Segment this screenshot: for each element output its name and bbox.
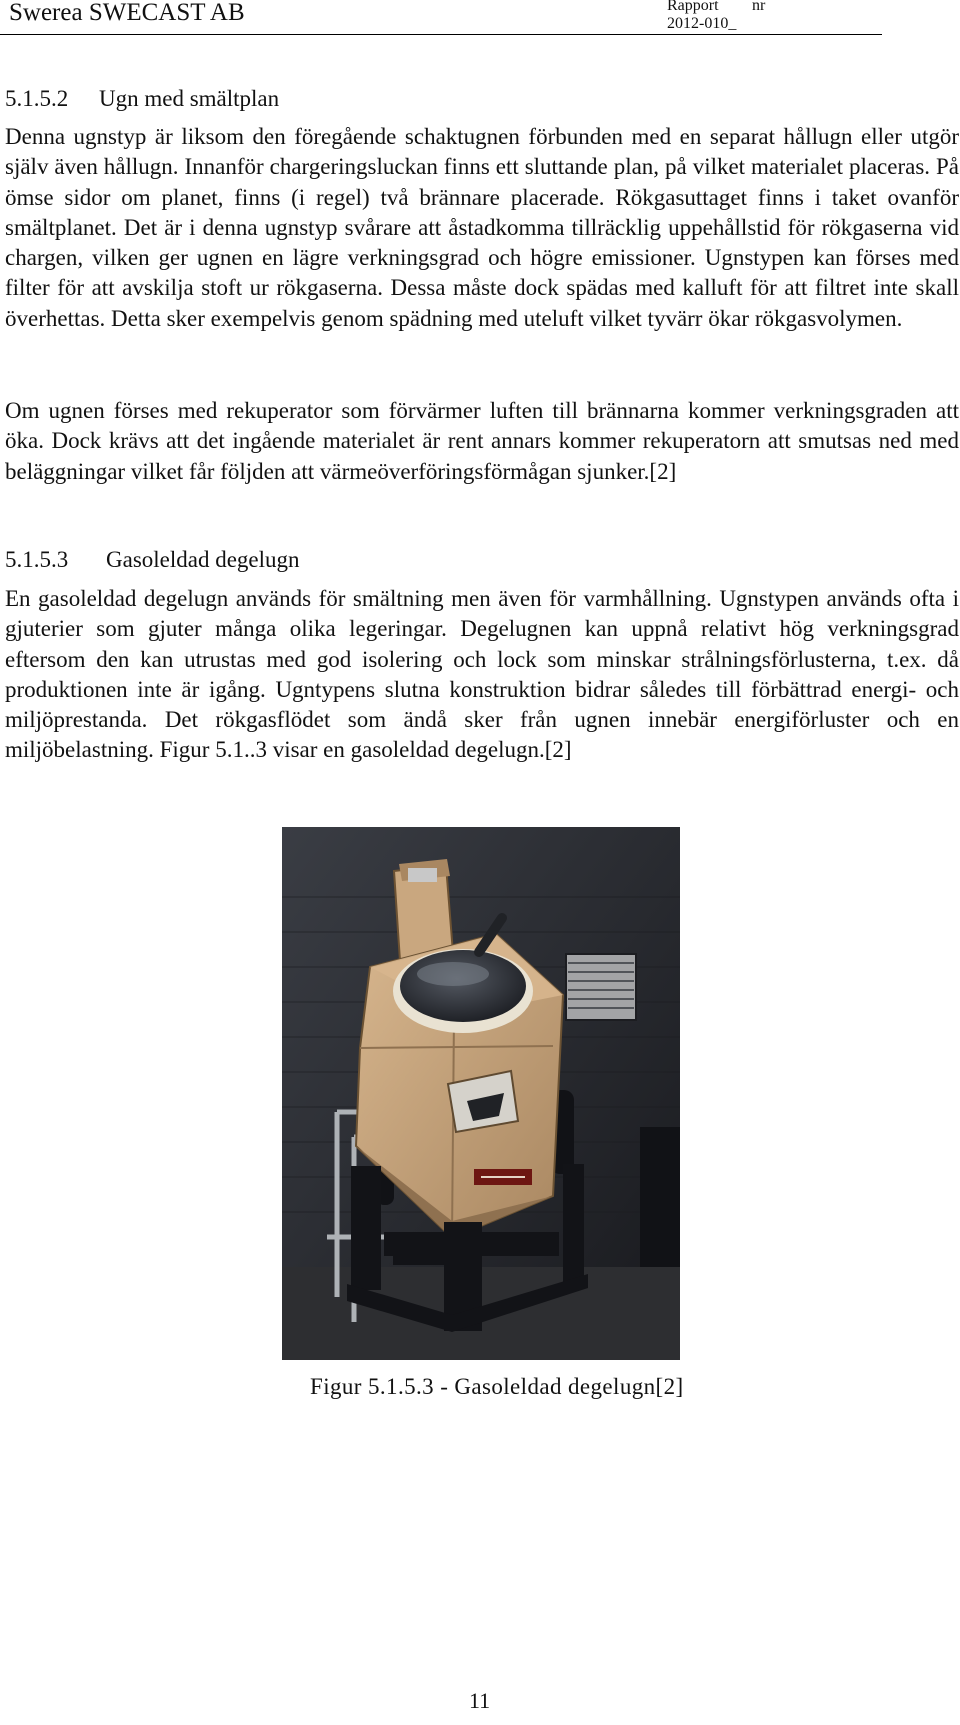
report-number-label: nr (752, 0, 766, 14)
furnace-photo (282, 827, 680, 1360)
report-label: Rapport (667, 0, 719, 14)
section-heading-5-1-5-2 (5, 84, 279, 114)
section-heading-5-1-5-3 (5, 545, 300, 575)
wall-vent (566, 954, 636, 1020)
page-number: 11 (469, 1688, 491, 1713)
section-number: 5.1.5.2 (5, 86, 69, 111)
section-title: Ugn med smältplan (99, 86, 280, 111)
page-header (0, 0, 882, 35)
section-title: Gasoleldad degelugn (106, 547, 300, 572)
figure-caption: Figur 5.1.5.3 - Gasoleldad degelugn[2] (310, 1374, 684, 1399)
barrel (640, 1127, 680, 1267)
body-paragraph: En gasoleldad degelugn används för smältning men även för varmhållning. Ugnstypen används ofta i gjuterier som gjuter många olika legeringar. Degelugnen kan uppnå relativt hög verkningsgrad eftersom den kan utrustas med god isolering och lock som minskar strålningsförlusterna, t.ex. då produktionen inte är igång. Ugntypens slutna konstruktion bidrar således till förbättrad energi- och miljöprestanda. Det rökgasflödet som ändå sker från ugnen innebär energiförluster och en miljöbelastning. Figur 5.1..3 visar en gasoleldad degelugn.[2] (5, 586, 959, 763)
section-number: 5.1.5.3 (5, 547, 69, 572)
body-paragraph: Om ugnen förses med rekuperator som förvärmer luften till brännarna kommer verkningsgraden att öka. Dock krävs att det ingående materialet är rent annars kommer rekuperatorn att smutsas ned med beläggningar vilket får följden att värmeöverföringsförmågan sjunker.[2] (5, 398, 959, 484)
crucible-furnace-illustration (282, 827, 680, 1360)
report-number: 2012-010_ (667, 15, 737, 32)
body-paragraph: Denna ugnstyp är liksom den föregående schaktugnen förbunden med en separat hållugn eller utgör själv även hållugn. Innanför chargeringsluckan finns ett sluttande plan, på vilket materialet placeras. På ömse sidor om planet, finns (i regel) två brännare placerade. Rökgasuttaget finns i taket ovanför smältplanet. Det är i denna ugnstyp svårare att åstadkomma tillräcklig uppehållstid för rökgaserna vid chargen, vilken ger ugnen en lägre verkningsgrad och högre emissioner. Ugnstypen kan förses med filter för att avskilja stoft ur rökgaserna. Dessa måste dock spädas med kalluft för att filtret inte skall överhettas. Detta sker exempelvis genom spädning med uteluft vilket tyvärr ökar rökgasvolymen. (5, 124, 959, 331)
company-name: Swerea SWECAST AB (9, 0, 245, 26)
charging-chute (394, 859, 453, 961)
